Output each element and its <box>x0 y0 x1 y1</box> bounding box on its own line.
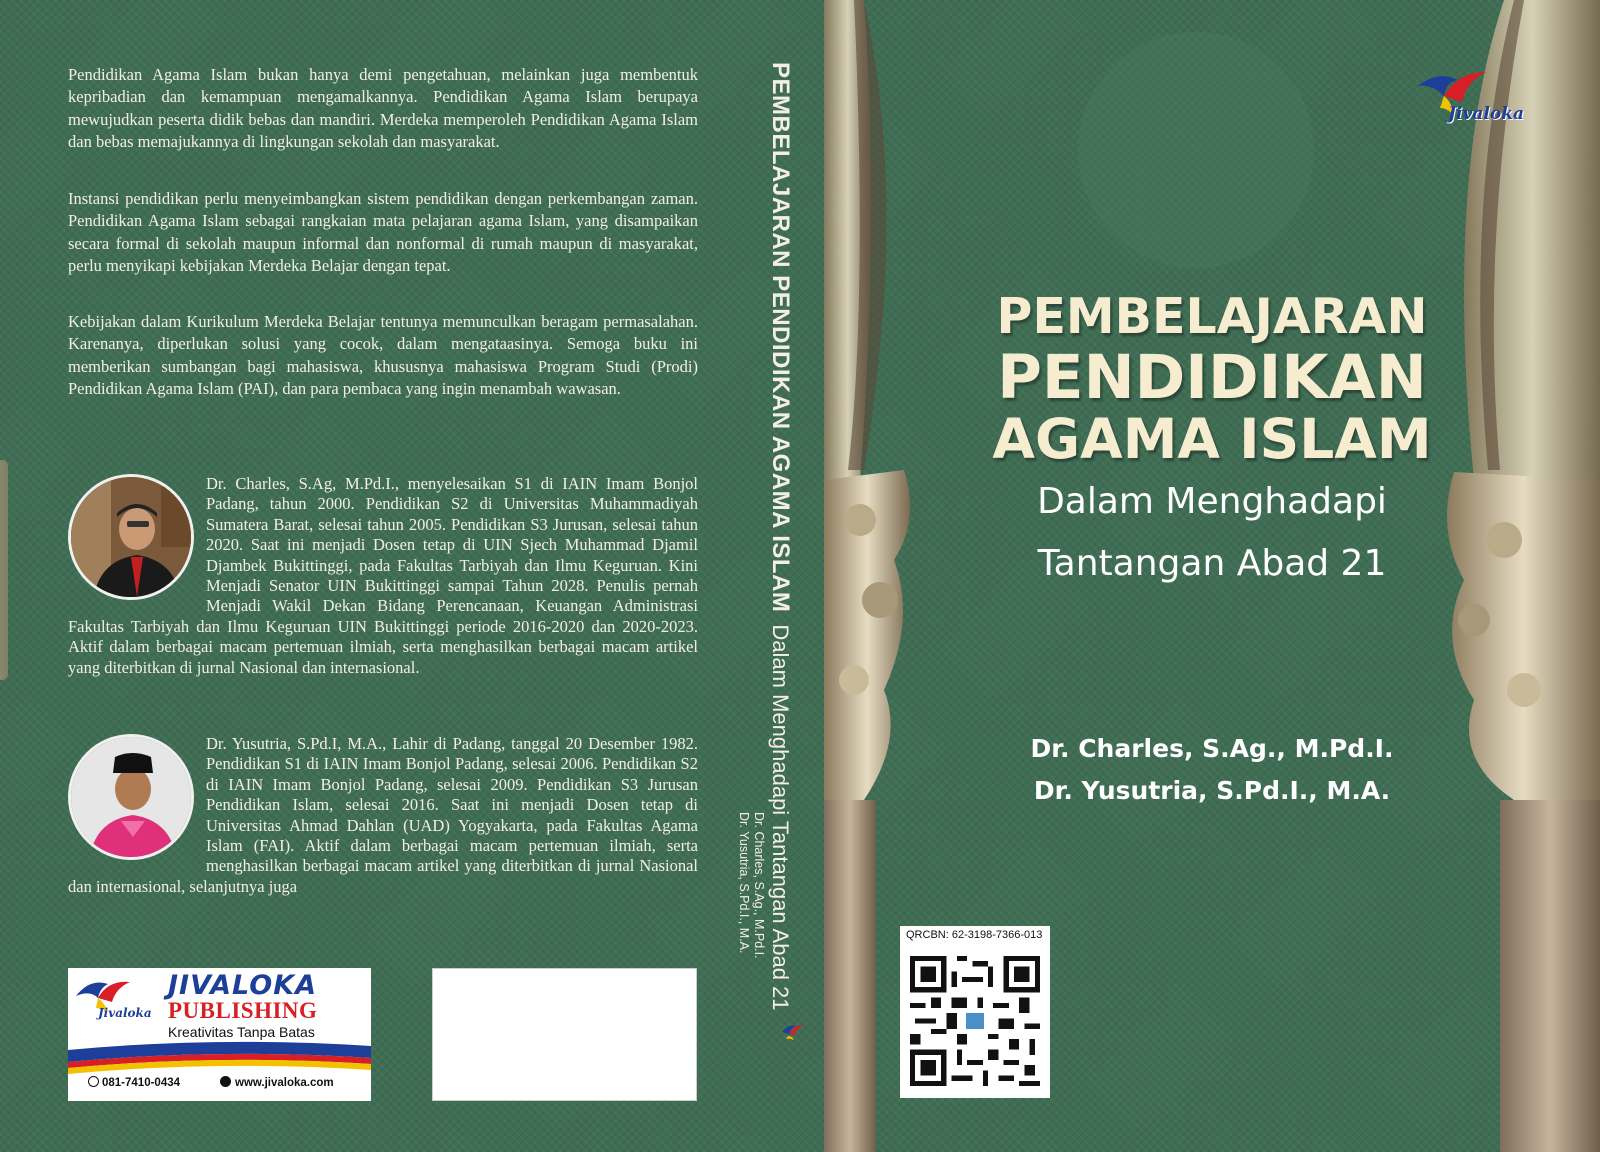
spine-subtitle: Dalam Menghadapi Tantangan Abad 21 <box>768 624 793 1011</box>
publisher-logo-box <box>68 968 371 1101</box>
column-fragment-decoration <box>0 460 8 680</box>
front-logo-text: Jivaloka <box>1448 104 1524 124</box>
publisher-website-text: www.jivaloka.com <box>235 1077 334 1089</box>
spine-publisher-logo <box>780 1022 806 1042</box>
publisher-name-line2: PUBLISHING <box>168 998 318 1023</box>
subtitle-line-2: Tantangan Abad 21 <box>1037 543 1387 584</box>
publisher-phone-text: 081-7410-0434 <box>102 1077 181 1089</box>
blurb-paragraph-2: Instansi pendidikan perlu menyeimbangkan sistem pendidikan dengan perkembangan zaman. Pendidikan Agama Islam sebagai rangkaian mata pelajaran agama Islam, yang disampaikan secara formal di sekolah maupun informal dan nonformal di rumah maupun di masyarakat, perlu menyikapi kebijakan Merdeka Belajar dengan tepat. <box>68 189 698 275</box>
publisher-name-line1: JIVALOKA <box>168 970 318 1001</box>
spine <box>737 0 816 1152</box>
title-line-1: PEMBELAJARAN <box>996 288 1428 345</box>
publisher-logo-text: Jivaloka <box>98 1006 152 1020</box>
whatsapp-icon <box>88 1076 99 1087</box>
spine-author-2: Dr. Yusutria, S.Pd.I., M.A. <box>737 812 751 954</box>
title-line-2: PENDIDIKAN <box>997 342 1427 413</box>
barcode-placeholder-box <box>432 968 697 1101</box>
author-photo-charles <box>68 474 194 600</box>
subtitle-line-1: Dalam Menghadapi <box>1037 481 1387 522</box>
title-line-3: AGAMA ISLAM <box>992 407 1432 471</box>
front-author-1: Dr. Charles, S.Ag., M.Pd.I. <box>1030 734 1394 763</box>
front-author-2: Dr. Yusutria, S.Pd.I., M.A. <box>1033 776 1391 805</box>
author-bio-yusutria <box>68 734 698 897</box>
qrcbn-label: QRCBN: 62-3198-7366-013 <box>906 929 1043 941</box>
globe-icon <box>220 1076 231 1087</box>
qr-code-icon <box>910 956 1040 1086</box>
qrcbn-box <box>900 926 1050 1098</box>
author-bio-charles-text: Dr. Charles, S.Ag, M.Pd.I., menyelesaikan S1 di IAIN Imam Bonjol Padang, tahun 2000. Pendidikan S2 di Universitas Muhammadiyah Sumatera Barat, selesai tahun 2005. Pendidikan S3 Jurusan, selesai tahun 2020. Saat ini menjadi Dosen tetap di UIN Sjech Muhammad Djamil Djambek Bukittinggi, pada Fakultas Tarbiyah dan Ilmu Keguruan. Kini Menjadi Senator UIN Bukittinggi sampai Tahun 2028. Penulis pernah Menjadi Wakil Dekan Bidang Perencanaan, Keuangan Administrasi Fakultas Tarbiyah dan Ilmu Keguruan UIN Bukittinggi periode 2016-2020 dan 2020-2023. Aktif dalam berbagai macam pertemuan ilmiah, serta menghasilkan berbagai macam artikel yang diterbitkan di jurnal Nasional dan internasional. <box>68 474 698 677</box>
blurb-paragraph-1: Pendidikan Agama Islam bukan hanya demi pengetahuan, melainkan juga membentuk kepribadian dan kemampuan mengamalkannya. Pendidikan Agama Islam berupaya mewujudkan peserta didik bebas dan mandiri. Merdeka memperoleh Pendidikan Agama Islam dan bebas memajukannya di lingkungan sekolah dan masyarakat. <box>68 65 698 151</box>
author-bio-charles <box>68 474 698 678</box>
blurb-paragraph-3: Kebijakan dalam Kurikulum Merdeka Belajar tentunya memunculkan beragam permasalahan. Karenanya, diperlukan solusi yang cocok, dalam mengataasinya. Semoga buku ini memberikan sumbangan bagi mahasiswa, khususnya mahasiswa Program Studi (Prodi) Pendidikan Agama Islam (PAI), dan para pembaca yang ingin menambah wawasan. <box>68 312 698 398</box>
author-photo-yusutria <box>68 734 194 860</box>
spine-author-1: Dr. Charles, S.Ag., M.Pd.I. <box>752 812 766 959</box>
spine-title-block <box>766 62 794 1011</box>
spine-authors <box>736 812 766 959</box>
publisher-tagline: Kreativitas Tanpa Batas <box>168 1024 315 1040</box>
publisher-phone <box>88 1076 180 1089</box>
spine-title: PEMBELAJARAN PENDIDIKAN AGAMA ISLAM <box>767 62 794 613</box>
publisher-website <box>220 1076 334 1089</box>
author-bio-yusutria-text: Dr. Yusutria, S.Pd.I, M.A., Lahir di Padang, tanggal 20 Desember 1982. Pendidikan S1 di IAIN Imam Bonjol Padang, selesai 2006. Pendidikan S2 di IAIN Imam Bonjol Padang, selesai 2009. Pendidikan S3 Jurusan Pendidikan Islam, selesai 2016. Saat ini menjadi Dosen tetap di Universitas Ahmad Dahlan (UAD) Yogyakarta, pada Fakultas Agama Islam (FAI). Aktif dalam berbagai macam pertemuan ilmiah, serta menghasilkan berbagai macam artikel yang diterbitkan di jurnal Nasional dan internasional, selanjutnya juga <box>68 734 698 896</box>
